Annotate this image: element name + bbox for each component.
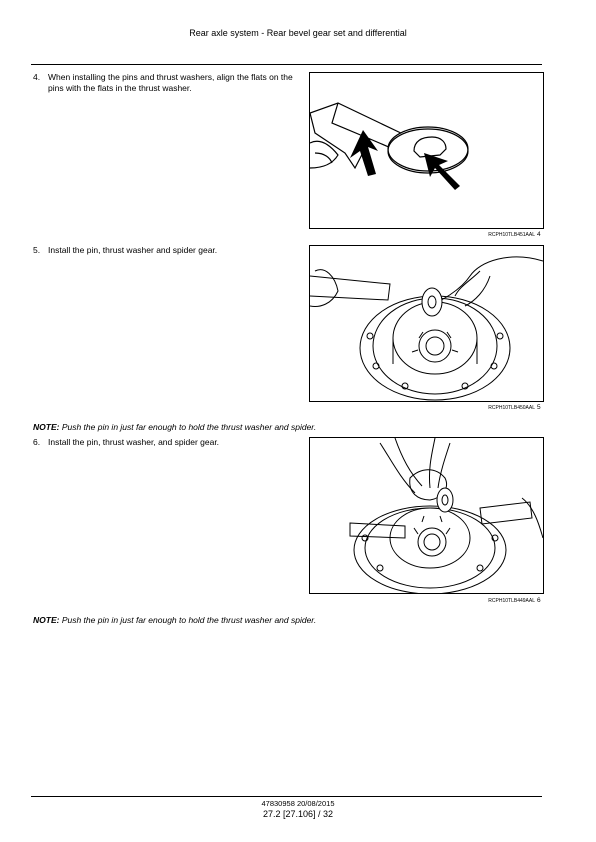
figure-caption: RCPH10TLB450AAL: [488, 405, 535, 411]
step-number: 4.: [33, 72, 41, 82]
figure-caption: RCPH10TLB449AAL: [488, 598, 535, 604]
footer-page-number: 27.2 [27.106] / 32: [262, 809, 334, 819]
figure-5-illustration: [309, 245, 544, 402]
step-number: 5.: [33, 245, 41, 255]
note-label: NOTE:: [33, 615, 60, 625]
step-text: Install the pin, thrust washer and spider gear.: [48, 245, 218, 255]
step-text: When installing the pins and thrust washers, align the flats on the pins with the flats in the thrust washer.: [48, 72, 293, 93]
step-number: 6.: [33, 437, 41, 447]
figure-number: 4: [537, 231, 541, 238]
figure-number: 6: [537, 597, 541, 604]
header-rule: [31, 64, 542, 65]
note: [33, 615, 316, 625]
step-text: Install the pin, thrust washer, and spider gear.: [48, 437, 220, 447]
note-label: NOTE:: [33, 422, 60, 432]
figure-caption: RCPH10TLB451AAL: [488, 232, 535, 238]
note-text: Push the pin in just far enough to hold the thrust washer and spider.: [59, 615, 317, 625]
figure-4-illustration: [309, 72, 544, 229]
note: [33, 422, 316, 432]
figure-6-illustration: [309, 437, 544, 594]
footer-rule: [31, 796, 542, 797]
figure-number: 5: [537, 404, 541, 411]
note-text: Push the pin in just far enough to hold the thrust washer and spider.: [59, 422, 317, 432]
page-header: Rear axle system - Rear bevel gear set and differential: [189, 28, 407, 38]
footer-doc-id: 47830958 20/08/2015: [261, 799, 335, 808]
